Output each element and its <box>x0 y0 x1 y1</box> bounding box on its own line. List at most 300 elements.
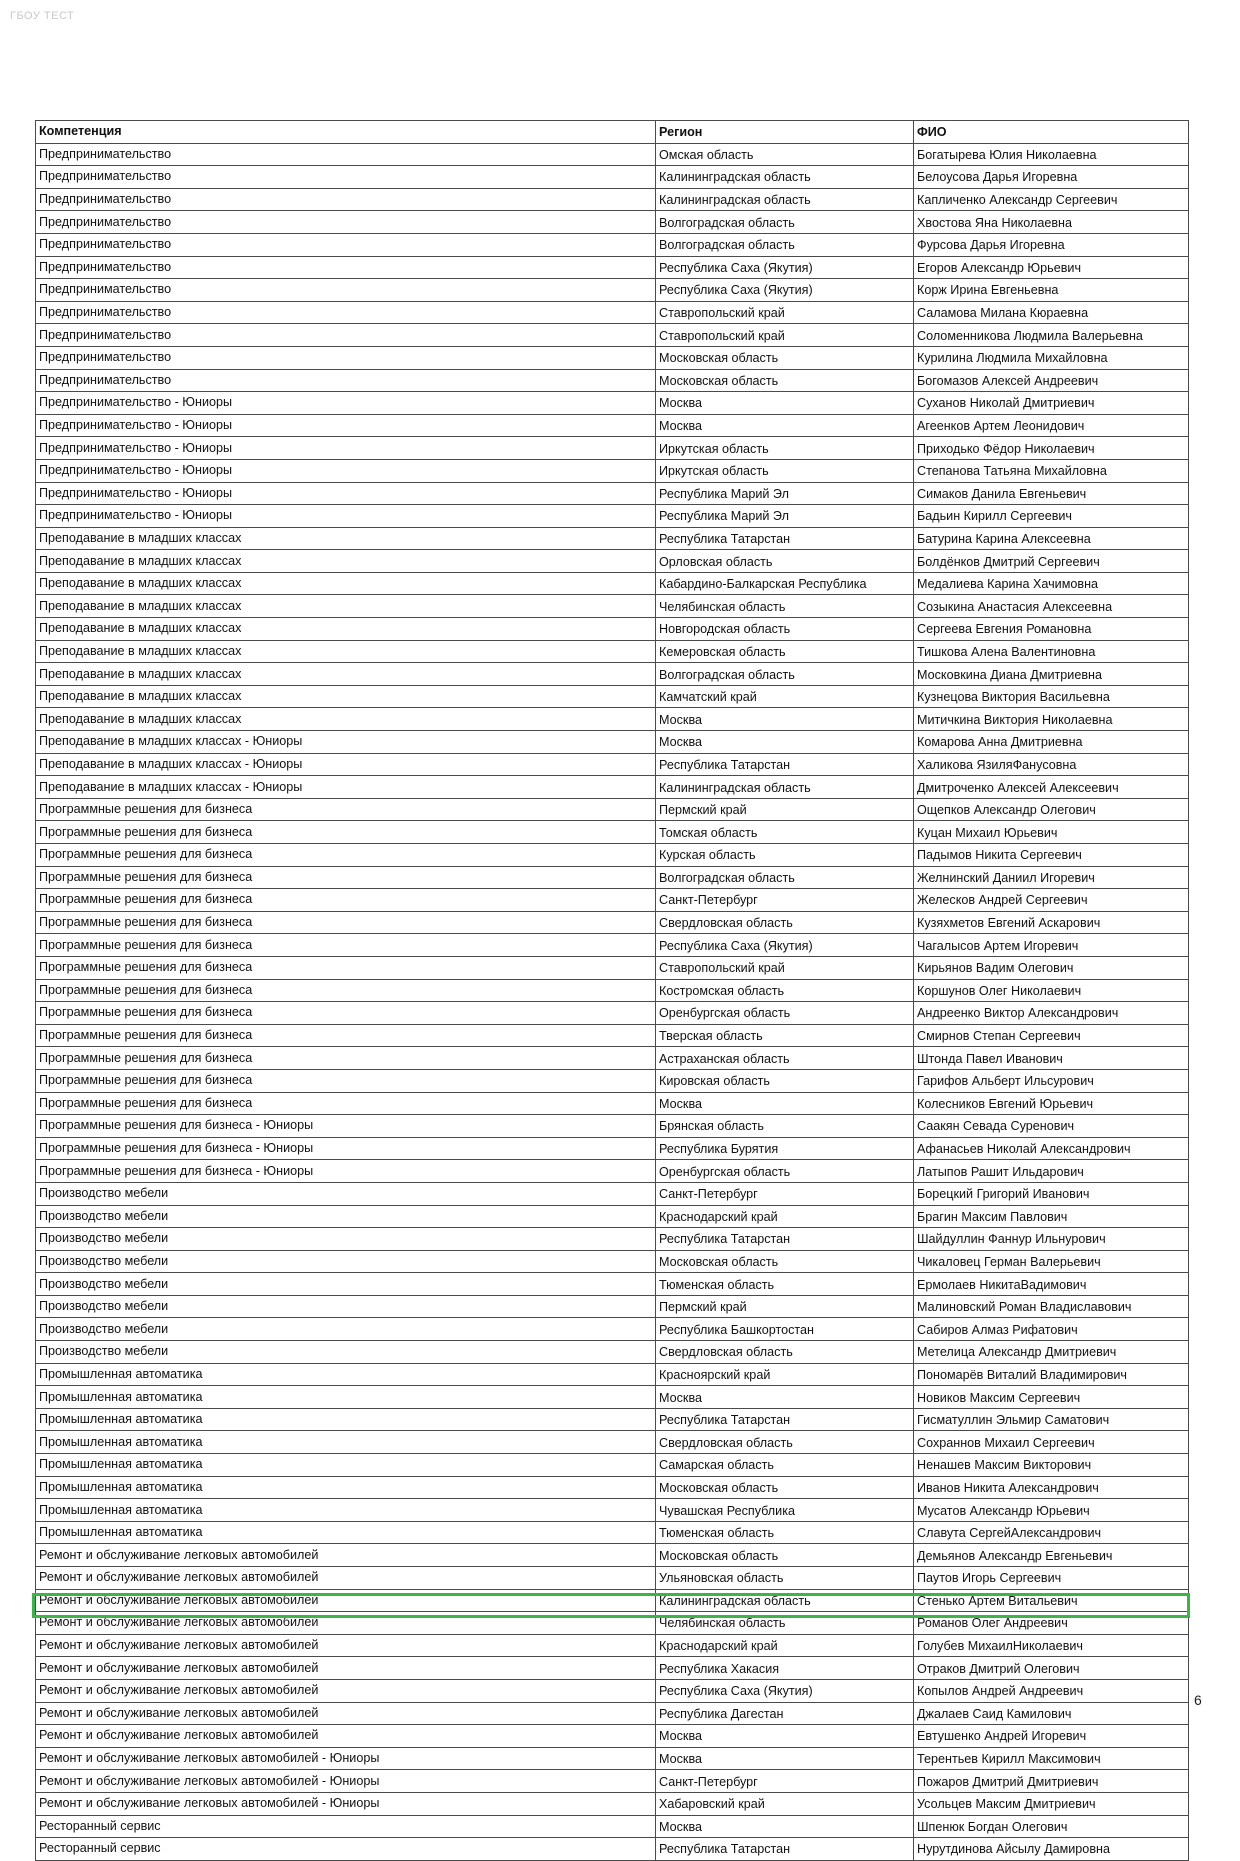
cell-region: Республика Башкортостан <box>656 1318 914 1341</box>
cell-region: Челябинская область <box>656 595 914 618</box>
table-row <box>36 143 1189 166</box>
cell-region: Пермский край <box>656 1295 914 1318</box>
table-row <box>36 166 1189 189</box>
cell-region: Московская область <box>656 1544 914 1567</box>
cell-fio: Усольцев Максим Дмитриевич <box>914 1792 1189 1815</box>
cell-competence: Предпринимательство - Юниоры <box>36 505 656 528</box>
table-row <box>36 866 1189 889</box>
table-row <box>36 1725 1189 1748</box>
cell-fio: Митичкина Виктория Николаевна <box>914 708 1189 731</box>
cell-fio: Метелица Александр Дмитриевич <box>914 1341 1189 1364</box>
cell-competence: Программные решения для бизнеса <box>36 911 656 934</box>
cell-competence: Предпринимательство <box>36 279 656 302</box>
cell-fio: Пономарёв Виталий Владимирович <box>914 1363 1189 1386</box>
cell-region: Волгоградская область <box>656 211 914 234</box>
cell-fio: Романов Олег Андреевич <box>914 1612 1189 1635</box>
participants-table <box>35 120 1189 1861</box>
cell-region: Республика Марий Эл <box>656 505 914 528</box>
cell-fio: Комарова Анна Дмитриевна <box>914 731 1189 754</box>
cell-competence: Преподавание в младших классах <box>36 595 656 618</box>
table-row <box>36 731 1189 754</box>
table-row <box>36 1612 1189 1635</box>
cell-competence: Преподавание в младших классах - Юниоры <box>36 753 656 776</box>
cell-region: Республика Татарстан <box>656 1408 914 1431</box>
cell-fio: Ненашев Максим Викторович <box>914 1454 1189 1477</box>
cell-competence: Преподавание в младших классах <box>36 685 656 708</box>
cell-fio: Корж Ирина Евгеньевна <box>914 279 1189 302</box>
table-row <box>36 414 1189 437</box>
cell-region: Свердловская область <box>656 911 914 934</box>
cell-fio: Ощепков Александр Олегович <box>914 798 1189 821</box>
cell-competence: Производство мебели <box>36 1341 656 1364</box>
cell-region: Московская область <box>656 1476 914 1499</box>
cell-competence: Преподавание в младших классах <box>36 550 656 573</box>
cell-fio: Фурсова Дарья Игоревна <box>914 233 1189 256</box>
cell-region: Оренбургская область <box>656 1002 914 1025</box>
cell-fio: Капличенко Александр Сергеевич <box>914 188 1189 211</box>
cell-region: Красноярский край <box>656 1363 914 1386</box>
table-row <box>36 1838 1189 1861</box>
cell-fio: Падымов Никита Сергеевич <box>914 844 1189 867</box>
cell-fio: Сохраннов Михаил Сергеевич <box>914 1431 1189 1454</box>
table-row <box>36 1273 1189 1296</box>
cell-fio: Шайдуллин Фаннур Ильнурович <box>914 1228 1189 1251</box>
cell-fio: Богатырева Юлия Николаевна <box>914 143 1189 166</box>
cell-region: Кировская область <box>656 1069 914 1092</box>
cell-region: Республика Татарстан <box>656 753 914 776</box>
cell-competence: Программные решения для бизнеса <box>36 798 656 821</box>
cell-region: Кабардино-Балкарская Республика <box>656 572 914 595</box>
table-row <box>36 708 1189 731</box>
table-row <box>36 1250 1189 1273</box>
cell-fio: Белоусова Дарья Игоревна <box>914 166 1189 189</box>
cell-region: Орловская область <box>656 550 914 573</box>
cell-fio: Борецкий Григорий Иванович <box>914 1182 1189 1205</box>
cell-competence: Ремонт и обслуживание легковых автомобилей - Юниоры <box>36 1747 656 1770</box>
cell-region: Республика Татарстан <box>656 1228 914 1251</box>
cell-region: Ставропольский край <box>656 956 914 979</box>
cell-region: Самарская область <box>656 1454 914 1477</box>
table-row <box>36 1702 1189 1725</box>
cell-region: Республика Саха (Якутия) <box>656 1679 914 1702</box>
cell-region: Хабаровский край <box>656 1792 914 1815</box>
cell-region: Московская область <box>656 369 914 392</box>
cell-fio: Паутов Игорь Сергеевич <box>914 1567 1189 1590</box>
cell-region: Омская область <box>656 143 914 166</box>
cell-competence: Программные решения для бизнеса <box>36 1047 656 1070</box>
cell-fio: Малиновский Роман Владиславович <box>914 1295 1189 1318</box>
table-row <box>36 934 1189 957</box>
cell-competence: Преподавание в младших классах <box>36 527 656 550</box>
cell-competence: Предпринимательство - Юниоры <box>36 392 656 415</box>
table-row <box>36 1160 1189 1183</box>
cell-fio: Богомазов Алексей Андреевич <box>914 369 1189 392</box>
cell-fio: Московкина Диана Дмитриевна <box>914 663 1189 686</box>
table-row <box>36 685 1189 708</box>
cell-competence: Ремонт и обслуживание легковых автомобилей <box>36 1725 656 1748</box>
cell-fio: Хвостова Яна Николаевна <box>914 211 1189 234</box>
table-row <box>36 1657 1189 1680</box>
cell-competence: Предпринимательство <box>36 346 656 369</box>
cell-fio: Шпенюк Богдан Олегович <box>914 1815 1189 1838</box>
table-row <box>36 211 1189 234</box>
table-row <box>36 572 1189 595</box>
table-row <box>36 798 1189 821</box>
cell-competence: Предпринимательство - Юниоры <box>36 414 656 437</box>
table-row <box>36 1634 1189 1657</box>
table-row <box>36 279 1189 302</box>
cell-fio: Бадьин Кирилл Сергеевич <box>914 505 1189 528</box>
cell-fio: Копылов Андрей Андреевич <box>914 1679 1189 1702</box>
table-row <box>36 1182 1189 1205</box>
table-row <box>36 550 1189 573</box>
cell-region: Астраханская область <box>656 1047 914 1070</box>
cell-fio: Отраков Дмитрий Олегович <box>914 1657 1189 1680</box>
table-row <box>36 1408 1189 1431</box>
cell-fio: Агеенков Артем Леонидович <box>914 414 1189 437</box>
cell-fio: Кузнецова Виктория Васильевна <box>914 685 1189 708</box>
table-row <box>36 324 1189 347</box>
cell-region: Тюменская область <box>656 1521 914 1544</box>
cell-fio: Иванов Никита Александрович <box>914 1476 1189 1499</box>
cell-fio: Ермолаев НикитаВадимович <box>914 1273 1189 1296</box>
cell-region: Краснодарский край <box>656 1634 914 1657</box>
table-row <box>36 1567 1189 1590</box>
cell-competence: Преподавание в младших классах <box>36 663 656 686</box>
cell-region: Ставропольский край <box>656 301 914 324</box>
cell-region: Челябинская область <box>656 1612 914 1635</box>
cell-fio: Сергеева Евгения Романовна <box>914 618 1189 641</box>
cell-region: Санкт-Петербург <box>656 1182 914 1205</box>
cell-region: Калининградская область <box>656 188 914 211</box>
cell-competence: Программные решения для бизнеса - Юниоры <box>36 1137 656 1160</box>
cell-region: Пермский край <box>656 798 914 821</box>
cell-competence: Программные решения для бизнеса <box>36 1002 656 1025</box>
table-row <box>36 1815 1189 1838</box>
cell-competence: Предпринимательство - Юниоры <box>36 459 656 482</box>
cell-region: Республика Саха (Якутия) <box>656 279 914 302</box>
table-row <box>36 1363 1189 1386</box>
watermark-text: ГБОУ ТЕСТ <box>10 10 75 22</box>
table-row <box>36 437 1189 460</box>
header-competence: Компетенция <box>36 121 656 144</box>
cell-region: Санкт-Петербург <box>656 1770 914 1793</box>
cell-region: Свердловская область <box>656 1341 914 1364</box>
cell-fio: Нурутдинова Айсылу Дамировна <box>914 1838 1189 1861</box>
cell-fio: Коршунов Олег Николаевич <box>914 979 1189 1002</box>
table-row <box>36 1092 1189 1115</box>
table-row <box>36 1228 1189 1251</box>
table-row <box>36 1454 1189 1477</box>
cell-competence: Ресторанный сервис <box>36 1815 656 1838</box>
cell-region: Волгоградская область <box>656 663 914 686</box>
cell-fio: Пожаров Дмитрий Дмитриевич <box>914 1770 1189 1793</box>
cell-competence: Программные решения для бизнеса - Юниоры <box>36 1115 656 1138</box>
table-row <box>36 956 1189 979</box>
cell-fio: Андреенко Виктор Александрович <box>914 1002 1189 1025</box>
cell-competence: Производство мебели <box>36 1250 656 1273</box>
cell-fio: Саламова Милана Кюраевна <box>914 301 1189 324</box>
cell-fio: Болдёнков Дмитрий Сергеевич <box>914 550 1189 573</box>
cell-competence: Промышленная автоматика <box>36 1454 656 1477</box>
cell-fio: Колесников Евгений Юрьевич <box>914 1092 1189 1115</box>
cell-region: Тюменская область <box>656 1273 914 1296</box>
table-row <box>36 527 1189 550</box>
cell-competence: Программные решения для бизнеса <box>36 934 656 957</box>
cell-region: Республика Татарстан <box>656 527 914 550</box>
table-row <box>36 911 1189 934</box>
table-row <box>36 1499 1189 1522</box>
cell-competence: Предпринимательство <box>36 188 656 211</box>
cell-fio: Мусатов Александр Юрьевич <box>914 1499 1189 1522</box>
table-row <box>36 663 1189 686</box>
cell-competence: Преподавание в младших классах <box>36 618 656 641</box>
cell-region: Москва <box>656 392 914 415</box>
cell-competence: Программные решения для бизнеса <box>36 979 656 1002</box>
cell-region: Московская область <box>656 1250 914 1273</box>
cell-competence: Промышленная автоматика <box>36 1431 656 1454</box>
cell-fio: Приходько Фёдор Николаевич <box>914 437 1189 460</box>
cell-fio: Батурина Карина Алексеевна <box>914 527 1189 550</box>
cell-competence: Производство мебели <box>36 1205 656 1228</box>
cell-competence: Ремонт и обслуживание легковых автомобилей <box>36 1679 656 1702</box>
cell-fio: Курилина Людмила Михайловна <box>914 346 1189 369</box>
cell-fio: Егоров Александр Юрьевич <box>914 256 1189 279</box>
cell-competence: Преподавание в младших классах <box>36 708 656 731</box>
cell-competence: Программные решения для бизнеса - Юниоры <box>36 1160 656 1183</box>
cell-region: Брянская область <box>656 1115 914 1138</box>
cell-region: Санкт-Петербург <box>656 889 914 912</box>
cell-region: Республика Саха (Якутия) <box>656 934 914 957</box>
cell-competence: Программные решения для бизнеса <box>36 1024 656 1047</box>
cell-competence: Производство мебели <box>36 1318 656 1341</box>
cell-region: Республика Саха (Якутия) <box>656 256 914 279</box>
cell-region: Иркутская область <box>656 459 914 482</box>
cell-competence: Производство мебели <box>36 1273 656 1296</box>
cell-region: Оренбургская область <box>656 1160 914 1183</box>
cell-competence: Ремонт и обслуживание легковых автомобилей <box>36 1657 656 1680</box>
cell-competence: Предпринимательство <box>36 369 656 392</box>
table-row <box>36 505 1189 528</box>
cell-region: Москва <box>656 1386 914 1409</box>
cell-competence: Предпринимательство <box>36 256 656 279</box>
cell-region: Калининградская область <box>656 1589 914 1612</box>
table-row <box>36 1205 1189 1228</box>
cell-fio: Гарифов Альберт Ильсурович <box>914 1069 1189 1092</box>
table-row <box>36 188 1189 211</box>
cell-competence: Предпринимательство <box>36 233 656 256</box>
cell-region: Иркутская область <box>656 437 914 460</box>
cell-region: Москва <box>656 708 914 731</box>
table-row <box>36 369 1189 392</box>
cell-fio: Славута СергейАлександрович <box>914 1521 1189 1544</box>
cell-fio: Новиков Максим Сергеевич <box>914 1386 1189 1409</box>
table-row <box>36 1679 1189 1702</box>
cell-fio: Кирьянов Вадим Олегович <box>914 956 1189 979</box>
table-row <box>36 346 1189 369</box>
cell-competence: Ремонт и обслуживание легковых автомобилей <box>36 1567 656 1590</box>
cell-competence: Преподавание в младших классах <box>36 572 656 595</box>
cell-fio: Гисматуллин Эльмир Саматович <box>914 1408 1189 1431</box>
header-fio: ФИО <box>914 121 1189 144</box>
cell-competence: Промышленная автоматика <box>36 1476 656 1499</box>
cell-region: Костромская область <box>656 979 914 1002</box>
cell-competence: Предпринимательство <box>36 143 656 166</box>
cell-region: Чувашская Республика <box>656 1499 914 1522</box>
cell-fio: Степанова Татьяна Михайловна <box>914 459 1189 482</box>
cell-region: Москва <box>656 731 914 754</box>
cell-competence: Промышленная автоматика <box>36 1363 656 1386</box>
cell-competence: Ремонт и обслуживание легковых автомобилей <box>36 1702 656 1725</box>
cell-competence: Программные решения для бизнеса <box>36 889 656 912</box>
cell-competence: Ремонт и обслуживание легковых автомобилей <box>36 1634 656 1657</box>
table-row <box>36 1137 1189 1160</box>
cell-region: Москва <box>656 1815 914 1838</box>
cell-competence: Предпринимательство <box>36 301 656 324</box>
cell-fio: Кузяхметов Евгений Аскарович <box>914 911 1189 934</box>
table-row <box>36 1024 1189 1047</box>
table-row <box>36 482 1189 505</box>
table-body <box>36 143 1189 1860</box>
cell-competence: Программные решения для бизнеса <box>36 956 656 979</box>
cell-fio: Куцан Михаил Юрьевич <box>914 821 1189 844</box>
table-row <box>36 1544 1189 1567</box>
table-row <box>36 1318 1189 1341</box>
cell-fio: Суханов Николай Дмитриевич <box>914 392 1189 415</box>
cell-competence: Ремонт и обслуживание легковых автомобилей <box>36 1589 656 1612</box>
table-row <box>36 979 1189 1002</box>
table-row <box>36 1115 1189 1138</box>
participants-table-container <box>35 120 1188 1861</box>
cell-fio: Голубев МихаилНиколаевич <box>914 1634 1189 1657</box>
cell-fio: Стенько Артем Витальевич <box>914 1589 1189 1612</box>
table-row <box>36 1386 1189 1409</box>
table-row <box>36 1002 1189 1025</box>
cell-region: Республика Дагестан <box>656 1702 914 1725</box>
cell-competence: Ремонт и обслуживание легковых автомобилей <box>36 1612 656 1635</box>
cell-fio: Чагалысов Артем Игоревич <box>914 934 1189 957</box>
header-region: Регион <box>656 121 914 144</box>
cell-fio: Латыпов Рашит Ильдарович <box>914 1160 1189 1183</box>
cell-region: Томская область <box>656 821 914 844</box>
cell-fio: Терентьев Кирилл Максимович <box>914 1747 1189 1770</box>
table-row <box>36 821 1189 844</box>
cell-region: Тверская область <box>656 1024 914 1047</box>
cell-competence: Производство мебели <box>36 1182 656 1205</box>
table-row <box>36 640 1189 663</box>
cell-fio: Евтушенко Андрей Игоревич <box>914 1725 1189 1748</box>
table-row <box>36 1295 1189 1318</box>
cell-competence: Преподавание в младших классах <box>36 640 656 663</box>
cell-fio: Смирнов Степан Сергеевич <box>914 1024 1189 1047</box>
cell-competence: Промышленная автоматика <box>36 1408 656 1431</box>
cell-region: Московская область <box>656 346 914 369</box>
cell-fio: Тишкова Алена Валентиновна <box>914 640 1189 663</box>
table-row <box>36 256 1189 279</box>
cell-fio: Саакян Севада Суренович <box>914 1115 1189 1138</box>
cell-fio: Соломенникова Людмила Валерьевна <box>914 324 1189 347</box>
cell-region: Курская область <box>656 844 914 867</box>
table-row <box>36 1747 1189 1770</box>
cell-fio: Медалиева Карина Хачимовна <box>914 572 1189 595</box>
cell-fio: Чикаловец Герман Валерьевич <box>914 1250 1189 1273</box>
cell-competence: Промышленная автоматика <box>36 1499 656 1522</box>
cell-region: Республика Татарстан <box>656 1838 914 1861</box>
cell-region: Кемеровская область <box>656 640 914 663</box>
cell-competence: Предпринимательство <box>36 324 656 347</box>
table-row <box>36 1589 1189 1612</box>
cell-region: Краснодарский край <box>656 1205 914 1228</box>
table-row <box>36 889 1189 912</box>
cell-competence: Производство мебели <box>36 1228 656 1251</box>
cell-region: Москва <box>656 1725 914 1748</box>
table-row <box>36 1047 1189 1070</box>
table-row <box>36 1792 1189 1815</box>
cell-region: Республика Марий Эл <box>656 482 914 505</box>
cell-competence: Ремонт и обслуживание легковых автомобилей - Юниоры <box>36 1770 656 1793</box>
cell-region: Москва <box>656 1747 914 1770</box>
cell-competence: Программные решения для бизнеса <box>36 844 656 867</box>
table-row <box>36 753 1189 776</box>
cell-competence: Предпринимательство - Юниоры <box>36 437 656 460</box>
table-row <box>36 844 1189 867</box>
table-row <box>36 392 1189 415</box>
cell-fio: Желнинский Даниил Игоревич <box>914 866 1189 889</box>
cell-fio: Симаков Данила Евгеньевич <box>914 482 1189 505</box>
table-row <box>36 301 1189 324</box>
cell-region: Волгоградская область <box>656 233 914 256</box>
cell-competence: Производство мебели <box>36 1295 656 1318</box>
cell-competence: Предпринимательство <box>36 166 656 189</box>
cell-region: Калининградская область <box>656 166 914 189</box>
cell-competence: Преподавание в младших классах - Юниоры <box>36 731 656 754</box>
table-row <box>36 1476 1189 1499</box>
cell-fio: Желесков Андрей Сергеевич <box>914 889 1189 912</box>
table-row <box>36 776 1189 799</box>
cell-fio: Дмитроченко Алексей Алексеевич <box>914 776 1189 799</box>
cell-competence: Предпринимательство <box>36 211 656 234</box>
cell-fio: Джалаев Саид Камилович <box>914 1702 1189 1725</box>
table-row <box>36 1069 1189 1092</box>
cell-fio: Сабиров Алмаз Рифатович <box>914 1318 1189 1341</box>
cell-competence: Преподавание в младших классах - Юниоры <box>36 776 656 799</box>
cell-competence: Ресторанный сервис <box>36 1838 656 1861</box>
table-row <box>36 1341 1189 1364</box>
cell-fio: Брагин Максим Павлович <box>914 1205 1189 1228</box>
cell-fio: Халикова ЯзиляФануcовна <box>914 753 1189 776</box>
cell-fio: Демьянов Александр Евгеньевич <box>914 1544 1189 1567</box>
cell-region: Волгоградская область <box>656 866 914 889</box>
cell-region: Республика Хакасия <box>656 1657 914 1680</box>
cell-fio: Штонда Павел Иванович <box>914 1047 1189 1070</box>
cell-competence: Ремонт и обслуживание легковых автомобилей - Юниоры <box>36 1792 656 1815</box>
cell-region: Камчатский край <box>656 685 914 708</box>
cell-competence: Программные решения для бизнеса <box>36 1092 656 1115</box>
cell-region: Республика Бурятия <box>656 1137 914 1160</box>
cell-competence: Программные решения для бизнеса <box>36 821 656 844</box>
table-row <box>36 233 1189 256</box>
cell-region: Калининградская область <box>656 776 914 799</box>
table-row <box>36 595 1189 618</box>
cell-fio: Афанасьев Николай Александрович <box>914 1137 1189 1160</box>
table-row <box>36 459 1189 482</box>
cell-competence: Промышленная автоматика <box>36 1521 656 1544</box>
cell-region: Москва <box>656 414 914 437</box>
cell-region: Москва <box>656 1092 914 1115</box>
cell-region: Новгородская область <box>656 618 914 641</box>
cell-competence: Ремонт и обслуживание легковых автомобилей <box>36 1544 656 1567</box>
cell-region: Ставропольский край <box>656 324 914 347</box>
